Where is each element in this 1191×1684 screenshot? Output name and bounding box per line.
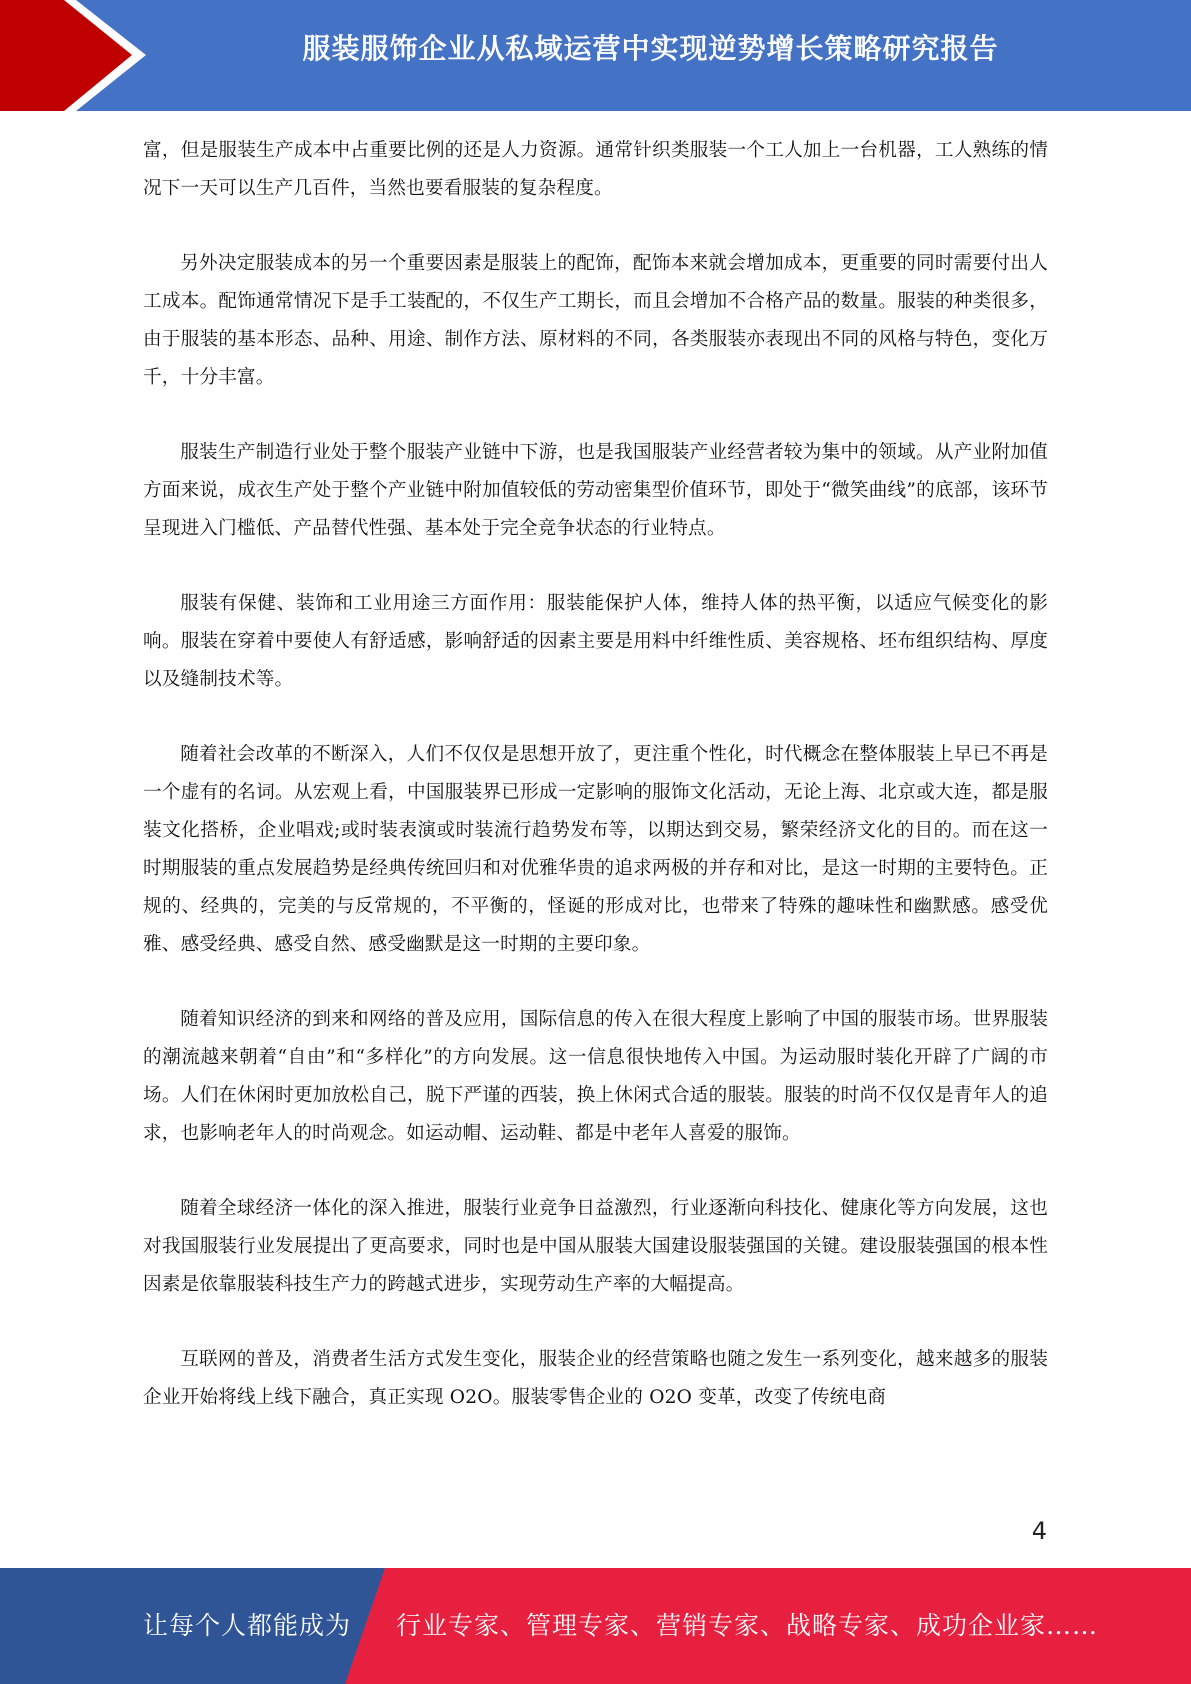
paragraph-3: 服装生产制造行业处于整个服装产业链中下游，也是我国服装产业经营者较为集中的领域。从产业附加值方面来说，成衣生产处于整个产业链中附加值较低的劳动密集型价值环节，即处于“微笑曲线”的底部，该环节呈现进入门槛低、产品替代性强、基本处于完全竞争状态的行业特点。 [143, 442, 1048, 539]
page-number: 4 [1031, 1517, 1047, 1545]
paragraph-7: 随着全球经济一体化的深入推进，服装行业竞争日益激烈，行业逐渐向科技化、健康化等方向发展，这也对我国服装行业发展提出了更高要求，同时也是中国从服装大国建设服装强国的关键。建设服装强国的根本性因素是依靠服装科技生产力的跨越式进步，实现劳动生产率的大幅提高。 [143, 1198, 1048, 1295]
paragraph-5: 随着社会改革的不断深入，人们不仅仅是思想开放了，更注重个性化，时代概念在整体服装上早已不再是一个虚有的名词。从宏观上看，中国服装界已形成一定影响的服饰文化活动，无论上海、北京或大连，都是服装文化搭桥，企业唱戏;或时装表演或时装流行趋势发布等，以期达到交易，繁荣经济文化的目的。而在这一时期服装的重点发展趋势是经典传统回归和对优雅华贵的追求两极的并存和对比，是这一时期的主要特色。正规的、经典的，完美的与反常规的，不平衡的，怪诞的形成对比，也带来了特殊的趣味性和幽默感。感受优雅、感受经典、感受自然、感受幽默是这一时期的主要印象。 [143, 744, 1048, 955]
footer-slogan-lead: 让每个人都能成为 [143, 1611, 352, 1640]
paragraph-8: 互联网的普及，消费者生活方式发生变化，服装企业的经营策略也随之发生一系列变化，越来越多的服装企业开始将线上线下融合，真正实现 O2O。服装零售企业的 O2O 变革，改变了传统电商 [143, 1349, 1048, 1408]
paragraph-1: 富，但是服装生产成本中占重要比例的还是人力资源。通常针织类服装一个工人加上一台机器，工人熟练的情况下一天可以生产几百件，当然也要看服装的复杂程度。 [143, 140, 1048, 199]
paragraph-6: 随着知识经济的到来和网络的普及应用，国际信息的传入在很大程度上影响了中国的服装市场。世界服装的潮流越来朝着“自由”和“多样化”的方向发展。这一信息很快地传入中国。为运动服时装化开辟了广阔的市场。人们在休闲时更加放松自己，脱下严谨的西装，换上休闲式合适的服装。服装的时尚不仅仅是青年人的追求，也影响老年人的时尚观念。如运动帽、运动鞋、都是中老年人喜爱的服饰。 [143, 1009, 1048, 1144]
paragraph-4: 服装有保健、装饰和工业用途三方面作用：服装能保护人体，维持人体的热平衡，以适应气候变化的影响。服装在穿着中要使人有舒适感，影响舒适的因素主要是用料中纤维性质、美容规格、坯布组织结构、厚度以及缝制技术等。 [143, 593, 1048, 690]
report-title: 服装服饰企业从私域运营中实现逆势增长策略研究报告 [302, 32, 999, 65]
page-footer [0, 1568, 1191, 1684]
page-header [0, 0, 1191, 111]
footer-slogan-roles: 行业专家、管理专家、营销专家、战略专家、成功企业家…… [396, 1611, 1099, 1640]
paragraph-2: 另外决定服装成本的另一个重要因素是服装上的配饰，配饰本来就会增加成本，更重要的同时需要付出人工成本。配饰通常情况下是手工装配的，不仅生产工期长，而且会增加不合格产品的数量。服装的种类很多，由于服装的基本形态、品种、用途、制作方法、原材料的不同，各类服装亦表现出不同的风格与特色，变化万千，十分丰富。 [143, 253, 1048, 388]
document-body [143, 132, 1048, 1454]
